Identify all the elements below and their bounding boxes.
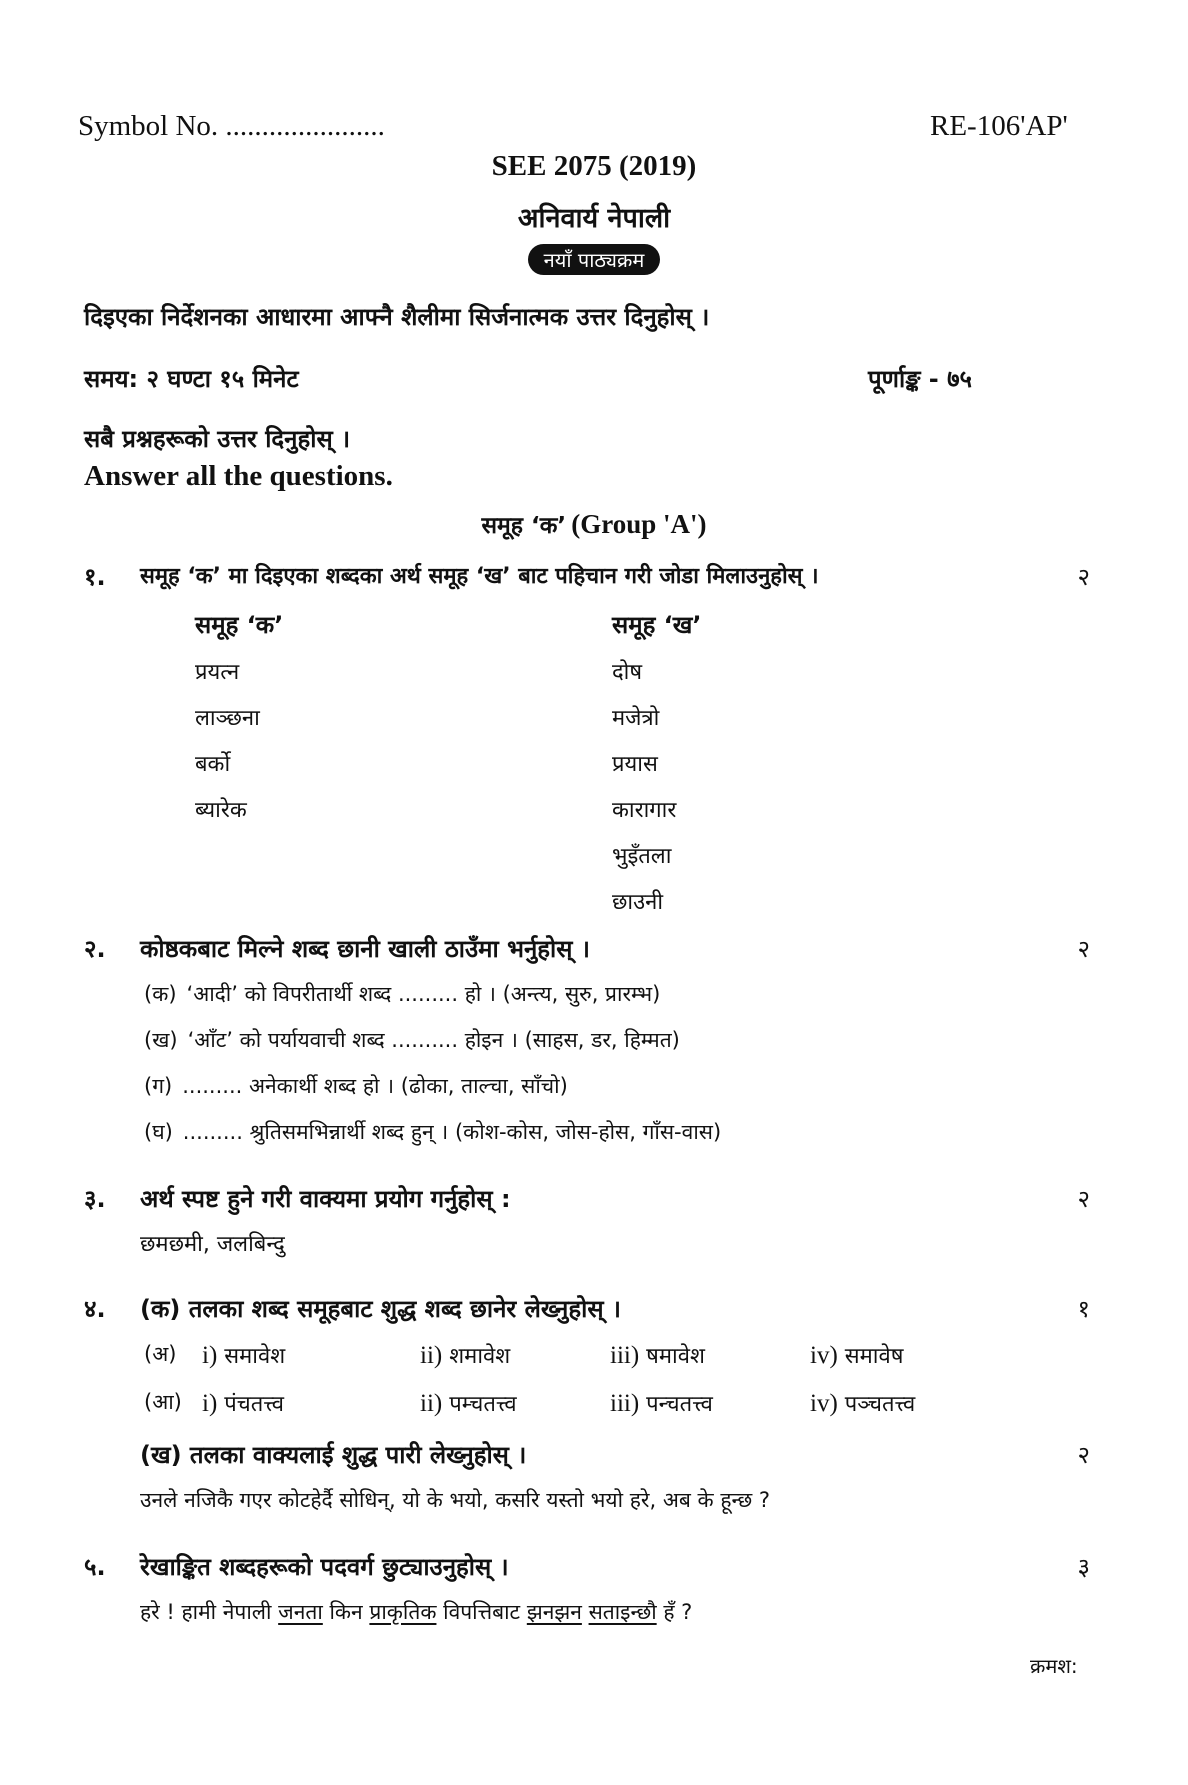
- q4-part-a-text: (क) तलका शब्द समूहबाट शुद्ध शब्द छानेर लेख्नुहोस् ।: [140, 1295, 622, 1323]
- q4-option: iv) समावेष: [810, 1342, 904, 1369]
- q5-text: रेखाङ्कित शब्दहरूको पदवर्ग छुट्याउनुहोस् ।: [140, 1553, 509, 1581]
- group-a-title-np: समूह ‘क’: [481, 513, 567, 539]
- symbol-number: Symbol No. ......................: [78, 110, 385, 142]
- q4-option: iii) पन्चतत्त्व: [610, 1390, 713, 1417]
- q2-number: २.: [84, 935, 106, 963]
- group-a-heading: [0, 508, 1188, 540]
- continued-label: क्रमश:: [1030, 1654, 1078, 1678]
- q2-item-label: (क): [144, 982, 177, 1006]
- q2-marks: २: [1077, 935, 1090, 963]
- general-instruction: दिइएका निर्देशनका आधारमा आफ्नै शैलीमा सिर्जनात्मक उत्तर दिनुहोस् ।: [84, 303, 710, 331]
- q1-col-b-heading: समूह ‘ख’: [612, 611, 702, 639]
- q4-part-b-marks: २: [1077, 1441, 1090, 1469]
- q2-item-text: ‘आँट’ को पर्यायवाची शब्द .......... होइन । (साहस, डर, हिम्मत): [187, 1028, 680, 1052]
- q3-text: अर्थ स्पष्ट हुने गरी वाक्यमा प्रयोग गर्नुहोस् :: [140, 1185, 511, 1213]
- q4-sentence: उनले नजिकै गएर कोटहेर्दै सोधिन्, यो के भयो, कसरि यस्तो भयो हरे, अब के हून्छ ?: [140, 1488, 771, 1512]
- group-a-title-en: (Group 'A'): [571, 509, 707, 539]
- q2-item-label: (घ): [144, 1120, 173, 1144]
- q2-item: [144, 1118, 721, 1146]
- underlined-word: झनझन: [526, 1600, 582, 1624]
- q2-item-text: ......... श्रुतिसमभिन्नार्थी शब्द हुन् । (कोश-कोस, जोस-होस, गाँस-वास): [182, 1120, 722, 1144]
- q1-col-b-item: छाउनी: [612, 890, 664, 915]
- q2-item: [144, 1072, 568, 1100]
- q4-row-label: (अ): [144, 1342, 177, 1366]
- q4-number: ४.: [84, 1295, 106, 1323]
- q1-marks: २: [1077, 563, 1090, 591]
- q3-marks: २: [1077, 1185, 1090, 1213]
- answer-all-nepali: सबै प्रश्नहरूको उत्तर दिनुहोस् ।: [84, 425, 351, 453]
- q1-col-a-item: ब्यारेक: [195, 798, 247, 823]
- underlined-word: सताइन्छौ: [588, 1600, 657, 1624]
- q1-text: समूह ‘क’ मा दिइएका शब्दका अर्थ समूह ‘ख’ बाट पहिचान गरी जोडा मिलाउनुहोस् ।: [140, 564, 819, 589]
- full-marks: पूर्णाङ्क - ७५: [868, 365, 973, 393]
- paper-code: RE-106'AP': [930, 110, 1068, 142]
- q4-option: ii) शमावेश: [420, 1342, 511, 1369]
- underlined-word: जनता: [278, 1600, 323, 1624]
- q1-number: १.: [84, 563, 106, 591]
- q2-text: कोष्ठकबाट मिल्ने शब्द छानी खाली ठाउँमा भर्नुहोस् ।: [140, 935, 590, 963]
- q2-item-label: (ख): [144, 1028, 178, 1052]
- q1-col-b-item: भुइँतला: [612, 844, 672, 869]
- q4-part-b-text: (ख) तलका वाक्यलाई शुद्ध पारी लेख्नुहोस् ।: [140, 1441, 527, 1469]
- q4-part-a-marks: १: [1077, 1295, 1090, 1323]
- q5-marks: ३: [1077, 1553, 1090, 1581]
- subject-title: अनिवार्य नेपाली: [517, 203, 671, 234]
- q1-col-b-item: प्रयास: [612, 752, 658, 777]
- q5-number: ५.: [84, 1553, 106, 1581]
- answer-all-english: Answer all the questions.: [84, 460, 393, 492]
- exam-title: SEE 2075 (2019): [491, 150, 697, 182]
- q1-col-a-heading: समूह ‘क’: [195, 611, 284, 639]
- q2-item-text: ......... अनेकार्थी शब्द हो । (ढोका, ताल्चा, साँचो): [182, 1074, 568, 1098]
- q4-option: iv) पञ्चतत्त्व: [810, 1390, 916, 1417]
- q4-option: ii) पम्चतत्त्व: [420, 1390, 517, 1417]
- q1-col-a-item: प्रयत्न: [195, 660, 240, 685]
- q5-sentence: हरे ! हामी नेपाली जनता किन प्राकृतिक विपत्तिबाट झनझन सताइन्छौ हँ ?: [140, 1600, 693, 1624]
- q1-col-b-item: दोष: [612, 660, 643, 685]
- q2-item-label: (ग): [144, 1074, 173, 1098]
- curriculum-badge-wrap: [0, 244, 1188, 275]
- q1-col-b-item: मजेत्रो: [612, 706, 660, 731]
- q1-col-b-item: कारागार: [612, 798, 677, 823]
- q3-number: ३.: [84, 1185, 106, 1213]
- q2-item-text: ‘आदी’ को विपरीतार्थी शब्द ......... हो । (अन्त्य, सुरु, प्रारम्भ): [186, 982, 661, 1006]
- underlined-word: प्राकृतिक: [369, 1600, 437, 1624]
- time-allowed: समय: २ घण्टा १५ मिनेट: [84, 365, 299, 393]
- q4-row-label: (आ): [144, 1390, 182, 1414]
- q2-item: [144, 1026, 680, 1054]
- q3-words: छमछमी, जलबिन्दु: [140, 1232, 285, 1257]
- q1-col-a-item: बर्को: [195, 752, 231, 777]
- q4-option: i) समावेश: [202, 1342, 286, 1369]
- q2-item: [144, 980, 660, 1008]
- curriculum-badge: नयाँ पाठ्यक्रम: [528, 244, 661, 275]
- q1-col-a-item: लाञ्छना: [195, 706, 260, 731]
- q4-option: iii) षमावेश: [610, 1342, 705, 1369]
- q4-option: i) पंचतत्त्व: [202, 1390, 285, 1417]
